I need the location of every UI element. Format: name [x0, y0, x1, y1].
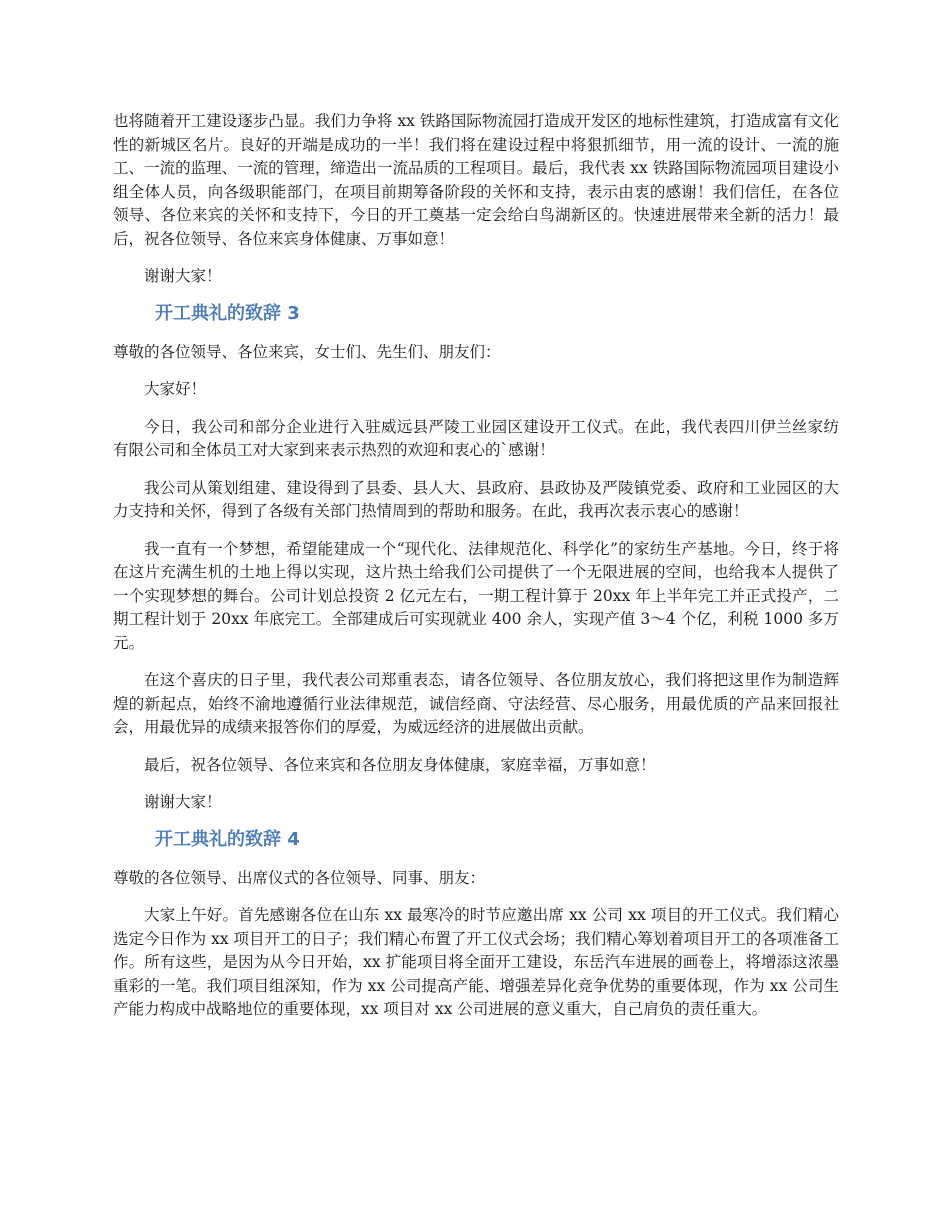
- paragraph-thanks: 谢谢大家！: [144, 793, 222, 811]
- paragraph-greeting: 大家好！: [144, 380, 207, 398]
- section-heading-3: 开工典礼的致辞 3: [155, 302, 300, 324]
- paragraph-thanks: 谢谢大家！: [144, 267, 222, 285]
- document-page: [113, 110, 839, 1022]
- section-heading-4: 开工典礼的致辞 4: [155, 828, 300, 850]
- paragraph-salutation: 尊敬的各位领导、出席仪式的各位领导、同事、朋友：: [113, 868, 486, 887]
- paragraph-continuation: 也将随着开工建设逐步凸显。我们力争将 xx 铁路国际物流园打造成开发区的地标性建筑，打造成富有文化性的新城区名片。良好的开端是成功的一半！我们将在建设过程中将狠抓细节，用一流的设计、一流的施工、一流的监理、一流的管理，缔造出一流品质的工程项目。最后，我代表 xx 铁路国际物流园项目建设小组全体人员，向各级职能部门，在项目前期筹备阶段的关怀和支持，表示由衷的感谢！我们信任，在各位领导、各位来宾的关怀和支持下，今日的开工奠基一定会给白鸟湖新区的。快速进展带来全新的活力！最后，祝各位领导、各位来宾身体健康、万事如意！: [113, 112, 839, 248]
- paragraph-salutation: 尊敬的各位领导、各位来宾，女士们、先生们、朋友们：: [113, 342, 501, 361]
- paragraph-closing: 最后，祝各位领导、各位来宾和各位朋友身体健康，家庭幸福，万事如意！: [144, 755, 656, 774]
- paragraph-body: 在这个喜庆的日子里，我代表公司郑重表态，请各位领导、各位朋友放心，我们将把这里作为制造辉煌的新起点，始终不渝地遵循行业法律规范，诚信经商、守法经营、尽心服务，用最优质的产品来回报社会，用最优异的成绩来报答你们的厚爱，为威远经济的进展做出贡献。: [113, 671, 839, 736]
- paragraph-body: 今日，我公司和部分企业进行入驻威远县严陵工业园区建设开工仪式。在此，我代表四川伊兰丝家纺有限公司和全体员工对大家到来表示热烈的欢迎和衷心的`感谢！: [113, 417, 839, 459]
- paragraph-body: 大家上午好。首先感谢各位在山东 xx 最寒冷的时节应邀出席 xx 公司 xx 项目的开工仪式。我们精心选定今日作为 xx 项目开工的日子；我们精心布置了开工仪式会场；我们精心筹划着项目开工的各项准备工作。所有这些，是因为从今日开始，xx 扩能项目将全面开工建设，东岳汽车进展的画卷上，将增添这浓墨重彩的一笔。我们项目组深知，作为 xx 公司提高产能、增强差异化竞争优势的重要体现，作为 xx 公司生产能力构成中战略地位的重要体现，xx 项目对 xx 公司进展的意义重大，自己肩负的责任重大。: [113, 906, 839, 1018]
- paragraph-body: 我公司从策划组建、建设得到了县委、县人大、县政府、县政协及严陵镇党委、政府和工业园区的大力支持和关怀，得到了各级有关部门热情周到的帮助和服务。在此，我再次表示衷心的感谢！: [113, 478, 839, 520]
- paragraph-body: 我一直有一个梦想，希望能建成一个“现代化、法律规范化、科学化”的家纺生产基地。今日，终于将在这片充满生机的土地上得以实现，这片热土给我们公司提供了一个无限进展的空间，也给我本人提供了一个实现梦想的舞台。公司计划总投资 2 亿元左右，一期工程计算于 20xx 年上半年完工并正式投产，二期工程计划于 20xx 年底完工。全部建成后可实现就业 400 余人，实现产值 3～4 个亿，利税 1000 多万元。: [113, 539, 839, 652]
